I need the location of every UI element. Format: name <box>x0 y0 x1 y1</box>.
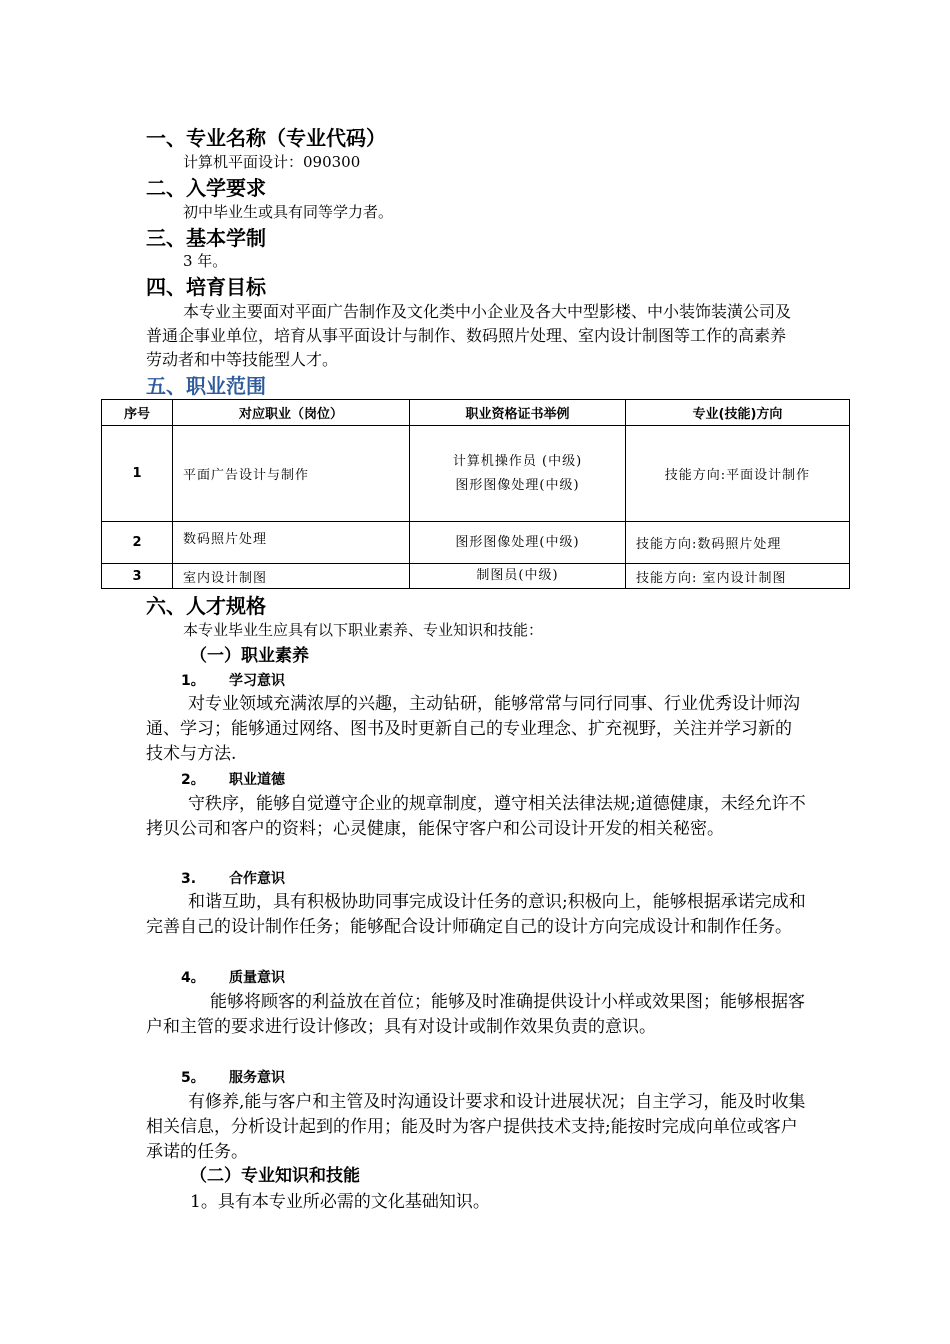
admission-text: 初中毕业生或具有同等学力者。 <box>183 203 394 221</box>
row-certs <box>410 522 626 564</box>
cert-item: 图形图像处理(中级) <box>455 534 580 550</box>
section-title-duration: 三、基本学制 <box>146 226 266 250</box>
section-title-career-scope: 五、职业范围 <box>146 374 266 398</box>
header-job: 对应职业（岗位） <box>173 400 410 426</box>
item-title: 职业道德 <box>229 772 285 788</box>
section-title-major: 一、专业名称（专业代码） <box>146 126 386 150</box>
section-title-admission: 二、入学要求 <box>146 176 266 200</box>
item-title: 质量意识 <box>229 970 285 986</box>
item-heading-cooperation <box>181 869 285 889</box>
cert-item: 计算机操作员 (中级) <box>452 453 583 469</box>
item-heading-service <box>181 1068 285 1088</box>
item-text-learning: 对专业领域充满浓厚的兴趣，主动钻研，能够常常与同行同事、行业优秀设计师沟通、学习；能够通过网络、图书及时更新自己的专业理念、扩充视野，关注并学习新的技术与方法. <box>146 694 800 764</box>
duration-text: 3 年。 <box>183 252 228 270</box>
row-no: 1 <box>102 426 173 522</box>
header-direction: 专业(技能)方向 <box>626 400 850 426</box>
row-job: 平面广告设计与制作 <box>173 426 410 522</box>
table-header-row <box>102 400 850 426</box>
knowledge-item: 1。具有本专业所必需的文化基础知识。 <box>190 1192 490 1212</box>
section-title-talent-spec: 六、人才规格 <box>146 594 266 618</box>
row-job: 室内设计制图 <box>173 564 410 589</box>
row-certs <box>410 426 626 522</box>
table-row <box>102 564 850 589</box>
row-direction: 技能方向:平面设计制作 <box>626 426 850 522</box>
header-no: 序号 <box>102 400 173 426</box>
item-text-quality: 能够将顾客的利益放在首位；能够及时准确提供设计小样或效果图；能够根据客户和主管的要求进行设计修改；具有对设计或制作效果负责的意识。 <box>146 992 805 1037</box>
row-direction: 技能方向:数码照片处理 <box>626 522 850 564</box>
talent-spec-intro: 本专业毕业生应具有以下职业素养、专业知识和技能： <box>183 621 544 639</box>
item-text-cooperation: 和谐互助，具有积极协助同事完成设计任务的意识;积极向上，能够根据承诺完成和完善自己的设计制作任务；能够配合设计师确定自己的设计方向完成设计和制作任务。 <box>146 892 806 937</box>
row-no: 2 <box>102 522 173 564</box>
subsection-title-knowledge-skills: （二）专业知识和技能 <box>190 1166 360 1186</box>
item-number: 5。 <box>181 1070 205 1086</box>
item-title: 学习意识 <box>229 673 285 689</box>
career-table <box>101 399 850 589</box>
major-name-code: 计算机平面设计：090300 <box>183 153 361 171</box>
item-title: 服务意识 <box>229 1070 285 1086</box>
item-number: 1。 <box>181 673 205 689</box>
item-number: 3. <box>181 871 197 887</box>
goal-text: 本专业主要面对平面广告制作及文化类中小企业及各大中型影楼、中小装饰装潢公司及普通企事业单位，培育从事平面设计与制作、数码照片处理、室内设计制图等工作的高素养劳动者和中等技能型人才。 <box>146 302 792 369</box>
row-no: 3 <box>102 564 173 589</box>
subsection-title-professionalism: （一）职业素养 <box>190 646 309 666</box>
item-number: 4。 <box>181 970 205 986</box>
cert-item: 图形图像处理(中级) <box>455 477 580 493</box>
item-text-ethics: 守秩序，能够自觉遵守企业的规章制度，遵守相关法律法规;道德健康，未经允许不拷贝公司和客户的资料；心灵健康，能保守客户和公司设计开发的相关秘密。 <box>146 794 806 839</box>
item-heading-learning <box>181 671 285 691</box>
item-text-service: 有修养,能与客户和主管及时沟通设计要求和设计进展状况；自主学习，能及时收集相关信息，分析设计起到的作用；能及时为客户提供技术支持;能按时完成向单位或客户承诺的任务。 <box>146 1092 806 1162</box>
item-heading-quality <box>181 968 285 988</box>
row-certs <box>410 564 626 589</box>
item-number: 2。 <box>181 772 205 788</box>
row-job: 数码照片处理 <box>173 522 410 564</box>
cert-item: 制图员(中级) <box>476 568 559 583</box>
header-cert: 职业资格证书举例 <box>410 400 626 426</box>
table-row <box>102 426 850 522</box>
row-direction: 技能方向: 室内设计制图 <box>626 564 850 589</box>
table-row <box>102 522 850 564</box>
item-heading-ethics <box>181 770 285 790</box>
item-title: 合作意识 <box>229 871 285 887</box>
section-title-goal: 四、培育目标 <box>146 275 266 299</box>
